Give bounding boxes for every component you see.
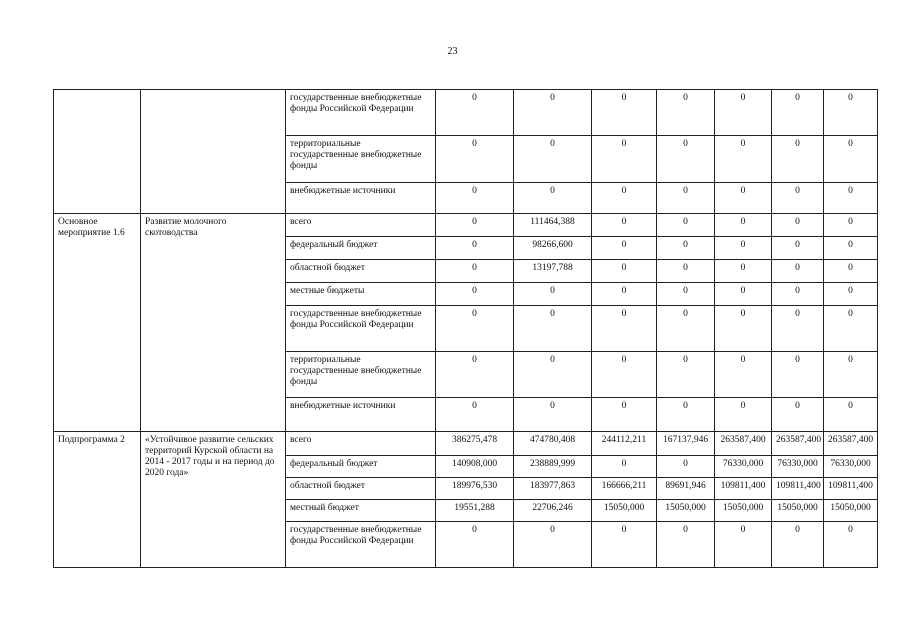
value-cell: 0	[436, 283, 514, 306]
value-cell: 0	[436, 183, 514, 214]
program-name-cell: Развитие молочного скотоводства	[141, 214, 286, 432]
funding-source-cell: местные бюджеты	[286, 283, 436, 306]
value-cell: 244112,211	[592, 432, 657, 456]
value-cell: 0	[592, 352, 657, 398]
value-cell: 0	[715, 237, 772, 260]
program-name-cell	[141, 90, 286, 214]
value-cell: 0	[592, 306, 657, 352]
value-cell: 0	[592, 90, 657, 136]
value-cell: 0	[514, 352, 592, 398]
value-cell: 109811,400	[715, 478, 772, 500]
value-cell: 0	[824, 306, 878, 352]
value-cell: 386275,478	[436, 432, 514, 456]
value-cell: 0	[514, 136, 592, 183]
value-cell: 0	[715, 136, 772, 183]
value-cell: 0	[715, 352, 772, 398]
funding-source-cell: всего	[286, 214, 436, 237]
funding-source-cell: областной бюджет	[286, 260, 436, 283]
value-cell: 0	[715, 398, 772, 432]
value-cell: 167137,946	[657, 432, 715, 456]
funding-source-cell: территориальные государственные внебюджетные фонды	[286, 352, 436, 398]
value-cell: 22706,246	[514, 500, 592, 522]
value-cell: 0	[592, 456, 657, 478]
value-cell: 0	[592, 237, 657, 260]
program-cell: Подпрограмма 2	[54, 432, 141, 568]
value-cell: 0	[514, 283, 592, 306]
value-cell: 0	[436, 214, 514, 237]
value-cell: 19551,288	[436, 500, 514, 522]
value-cell: 0	[715, 283, 772, 306]
value-cell: 0	[715, 522, 772, 568]
value-cell: 0	[657, 214, 715, 237]
table-row	[54, 214, 878, 237]
value-cell: 0	[824, 90, 878, 136]
funding-source-cell: федеральный бюджет	[286, 456, 436, 478]
value-cell: 0	[657, 283, 715, 306]
funding-source-cell: государственные внебюджетные фонды Российской Федерации	[286, 90, 436, 136]
value-cell: 0	[592, 183, 657, 214]
budget-table	[53, 89, 878, 568]
value-cell: 263587,400	[772, 432, 824, 456]
value-cell: 76330,000	[715, 456, 772, 478]
value-cell: 0	[772, 306, 824, 352]
funding-source-cell: федеральный бюджет	[286, 237, 436, 260]
value-cell: 0	[772, 522, 824, 568]
value-cell: 15050,000	[657, 500, 715, 522]
value-cell: 0	[514, 398, 592, 432]
value-cell: 0	[436, 237, 514, 260]
value-cell: 0	[824, 214, 878, 237]
value-cell: 0	[657, 260, 715, 283]
value-cell: 183977,863	[514, 478, 592, 500]
value-cell: 474780,408	[514, 432, 592, 456]
value-cell: 0	[824, 183, 878, 214]
value-cell: 0	[514, 522, 592, 568]
value-cell: 111464,388	[514, 214, 592, 237]
value-cell: 0	[592, 260, 657, 283]
value-cell: 0	[436, 306, 514, 352]
value-cell: 0	[657, 183, 715, 214]
value-cell: 15050,000	[824, 500, 878, 522]
value-cell: 0	[772, 183, 824, 214]
funding-source-cell: областной бюджет	[286, 478, 436, 500]
value-cell: 0	[715, 260, 772, 283]
value-cell: 0	[715, 306, 772, 352]
value-cell: 0	[436, 136, 514, 183]
value-cell: 0	[514, 183, 592, 214]
funding-source-cell: государственные внебюджетные фонды Российской Федерации	[286, 522, 436, 568]
value-cell: 238889,999	[514, 456, 592, 478]
value-cell: 0	[772, 398, 824, 432]
value-cell: 0	[824, 398, 878, 432]
value-cell: 0	[436, 398, 514, 432]
value-cell: 89691,946	[657, 478, 715, 500]
value-cell: 0	[592, 283, 657, 306]
value-cell: 140908,000	[436, 456, 514, 478]
value-cell: 76330,000	[772, 456, 824, 478]
value-cell: 15050,000	[592, 500, 657, 522]
value-cell: 0	[715, 90, 772, 136]
value-cell: 0	[772, 136, 824, 183]
funding-source-cell: территориальные государственные внебюджетные фонды	[286, 136, 436, 183]
value-cell: 263587,400	[715, 432, 772, 456]
value-cell: 76330,000	[824, 456, 878, 478]
funding-source-cell: государственные внебюджетные фонды Российской Федерации	[286, 306, 436, 352]
funding-source-cell: внебюджетные источники	[286, 398, 436, 432]
table-row	[54, 432, 878, 456]
program-cell: Основное мероприятие 1.6	[54, 214, 141, 432]
value-cell: 0	[772, 214, 824, 237]
table-row	[54, 90, 878, 136]
value-cell: 0	[772, 237, 824, 260]
value-cell: 0	[657, 90, 715, 136]
value-cell: 0	[657, 306, 715, 352]
value-cell: 109811,400	[772, 478, 824, 500]
value-cell: 0	[514, 306, 592, 352]
value-cell: 0	[824, 522, 878, 568]
value-cell: 0	[824, 136, 878, 183]
value-cell: 0	[657, 352, 715, 398]
value-cell: 0	[657, 237, 715, 260]
value-cell: 0	[436, 90, 514, 136]
value-cell: 15050,000	[715, 500, 772, 522]
value-cell: 0	[824, 237, 878, 260]
page-number: 23	[447, 46, 458, 57]
value-cell: 0	[772, 352, 824, 398]
value-cell: 0	[592, 522, 657, 568]
value-cell: 0	[436, 260, 514, 283]
value-cell: 189976,530	[436, 478, 514, 500]
value-cell: 0	[824, 260, 878, 283]
program-cell	[54, 90, 141, 214]
value-cell: 0	[772, 260, 824, 283]
value-cell: 0	[657, 398, 715, 432]
value-cell: 263587,400	[824, 432, 878, 456]
value-cell: 0	[772, 90, 824, 136]
value-cell: 0	[436, 522, 514, 568]
value-cell: 0	[592, 398, 657, 432]
funding-source-cell: местный бюджет	[286, 500, 436, 522]
value-cell: 0	[824, 283, 878, 306]
value-cell: 0	[715, 214, 772, 237]
value-cell: 0	[514, 90, 592, 136]
funding-source-cell: всего	[286, 432, 436, 456]
value-cell: 0	[657, 136, 715, 183]
value-cell: 0	[657, 456, 715, 478]
value-cell: 0	[824, 352, 878, 398]
funding-source-cell: внебюджетные источники	[286, 183, 436, 214]
value-cell: 166666,211	[592, 478, 657, 500]
program-name-cell: «Устойчивое развитие сельских территорий Курской области на 2014 - 2017 годы и на период до 2020 года»	[141, 432, 286, 568]
value-cell: 0	[436, 352, 514, 398]
value-cell: 13197,788	[514, 260, 592, 283]
value-cell: 98266,600	[514, 237, 592, 260]
value-cell: 15050,000	[772, 500, 824, 522]
value-cell: 109811,400	[824, 478, 878, 500]
value-cell: 0	[715, 183, 772, 214]
value-cell: 0	[592, 136, 657, 183]
value-cell: 0	[592, 214, 657, 237]
value-cell: 0	[772, 283, 824, 306]
value-cell: 0	[657, 522, 715, 568]
